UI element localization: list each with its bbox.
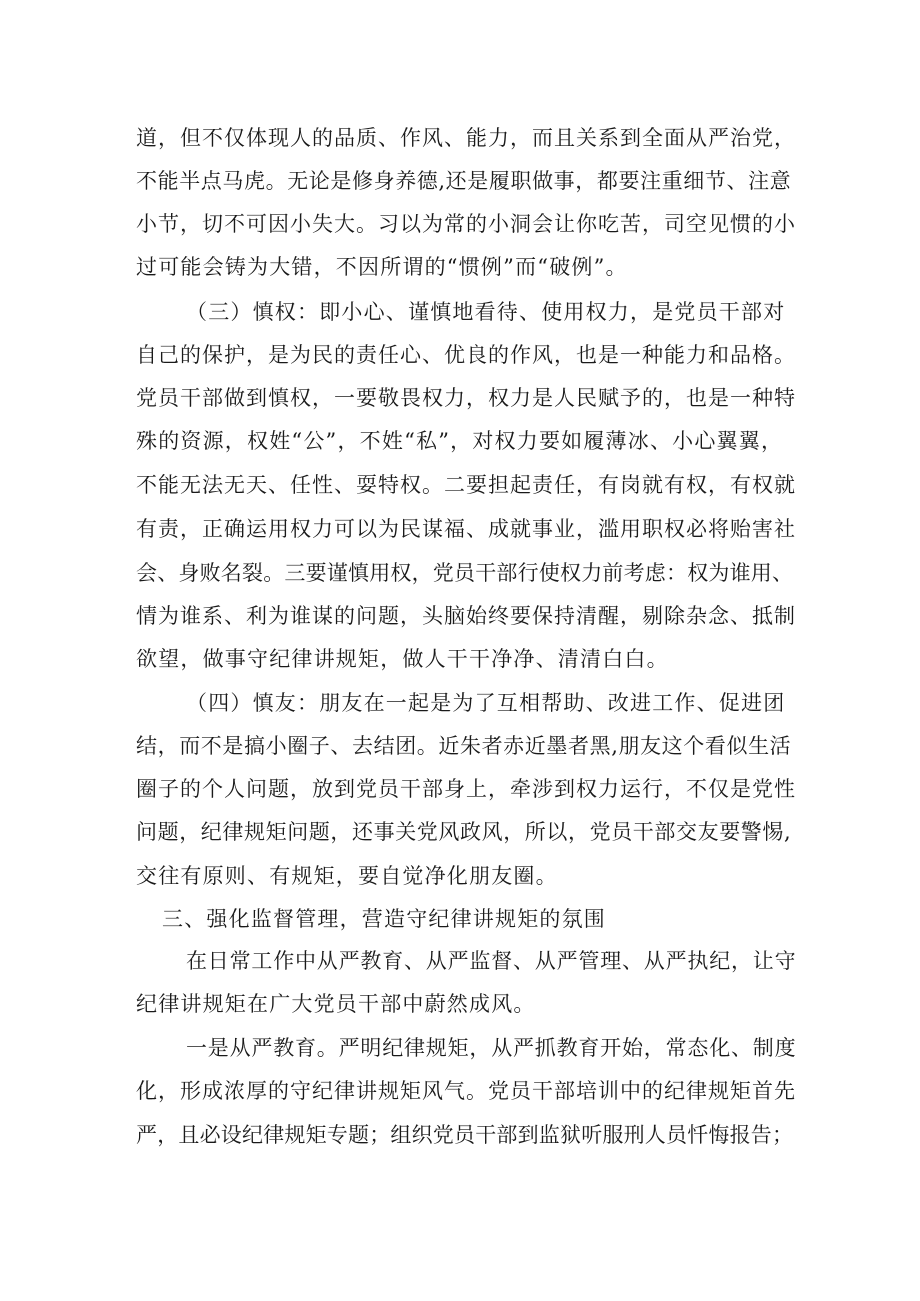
text-line-20: 在日常工作中从严教育、从严监督、从严管理、从严执纪，让守: [186, 949, 797, 973]
text-line-7: 党员干部做到慎权，一要敬畏权力，权力是人民赋予的，也是一种特: [136, 386, 796, 410]
section-heading-shenyou: （四）慎友：朋友在一起是为了互相帮助、改进工作、促进团: [186, 691, 786, 715]
text-line-6: 自己的保护，是为民的责任心、优良的作风，也是一种能力和品格。: [136, 343, 796, 367]
text-line-18: 交往有原则、有规矩，要自觉净化朋友圈。: [136, 864, 558, 888]
text-line-13: 欲望，做事守纪律讲规矩，做人干干净净、清清白白。: [136, 647, 669, 671]
text-line-22: 一是从严教育。严明纪律规矩，从严抓教育开始，常态化、制度: [186, 1036, 797, 1060]
text-line-3: 小节，切不可因小失大。习以为常的小洞会让你吃苦，司空见惯的小: [136, 212, 796, 236]
section-heading-supervision: 三、强化监督管理，营造守纪律讲规矩的氛围: [162, 907, 606, 931]
text-line-9: 不能无法无天、任性、耍特权。二要担起责任，有岗就有权，有权就: [136, 473, 796, 497]
text-line-4: 过可能会铸为大错，不因所谓的“惯例”而“破例”。: [136, 255, 628, 279]
section-heading-shenquan: （三）慎权：即小心、谨慎地看待、使用权力，是党员干部对: [186, 300, 786, 324]
text-line-15: 结，而不是搞小圈子、去结团。近朱者赤近墨者黑,朋友这个看似生活: [136, 734, 792, 758]
text-line-17: 问题，纪律规矩问题，还事关党风政风，所以，党员干部交友要警惕,: [136, 820, 792, 844]
text-line-16: 圈子的个人问题，放到党员干部身上，牵涉到权力运行，不仅是党性: [136, 777, 796, 801]
text-line-21: 纪律讲规矩在广大党员干部中蔚然成风。: [136, 992, 536, 1016]
text-line-24: 严，且必设纪律规矩专题；组织党员干部到监狱听服刑人员忏悔报告；: [136, 1123, 794, 1147]
text-line-1: 道，但不仅体现人的品质、作风、能力，而且关系到全面从严治党，: [136, 126, 796, 150]
text-line-8: 殊的资源，权姓“公”，不姓“私”，对权力要如履薄冰、小心翼翼，: [136, 429, 784, 453]
text-line-2: 不能半点马虎。无论是修身养德,还是履职做事，都要注重细节、注意: [136, 169, 792, 193]
text-line-10: 有责，正确运用权力可以为民谋福、成就事业，滥用职权必将贻害社: [136, 517, 796, 541]
text-line-11: 会、身败名裂。三要谨慎用权，党员干部行使权力前考虑：权为谁用、: [136, 561, 794, 585]
text-line-23: 化，形成浓厚的守纪律讲规矩风气。党员干部培训中的纪律规矩首先: [136, 1079, 796, 1103]
text-line-12: 情为谁系、利为谁谋的问题，头脑始终要保持清醒，剔除杂念、抵制: [136, 604, 796, 628]
